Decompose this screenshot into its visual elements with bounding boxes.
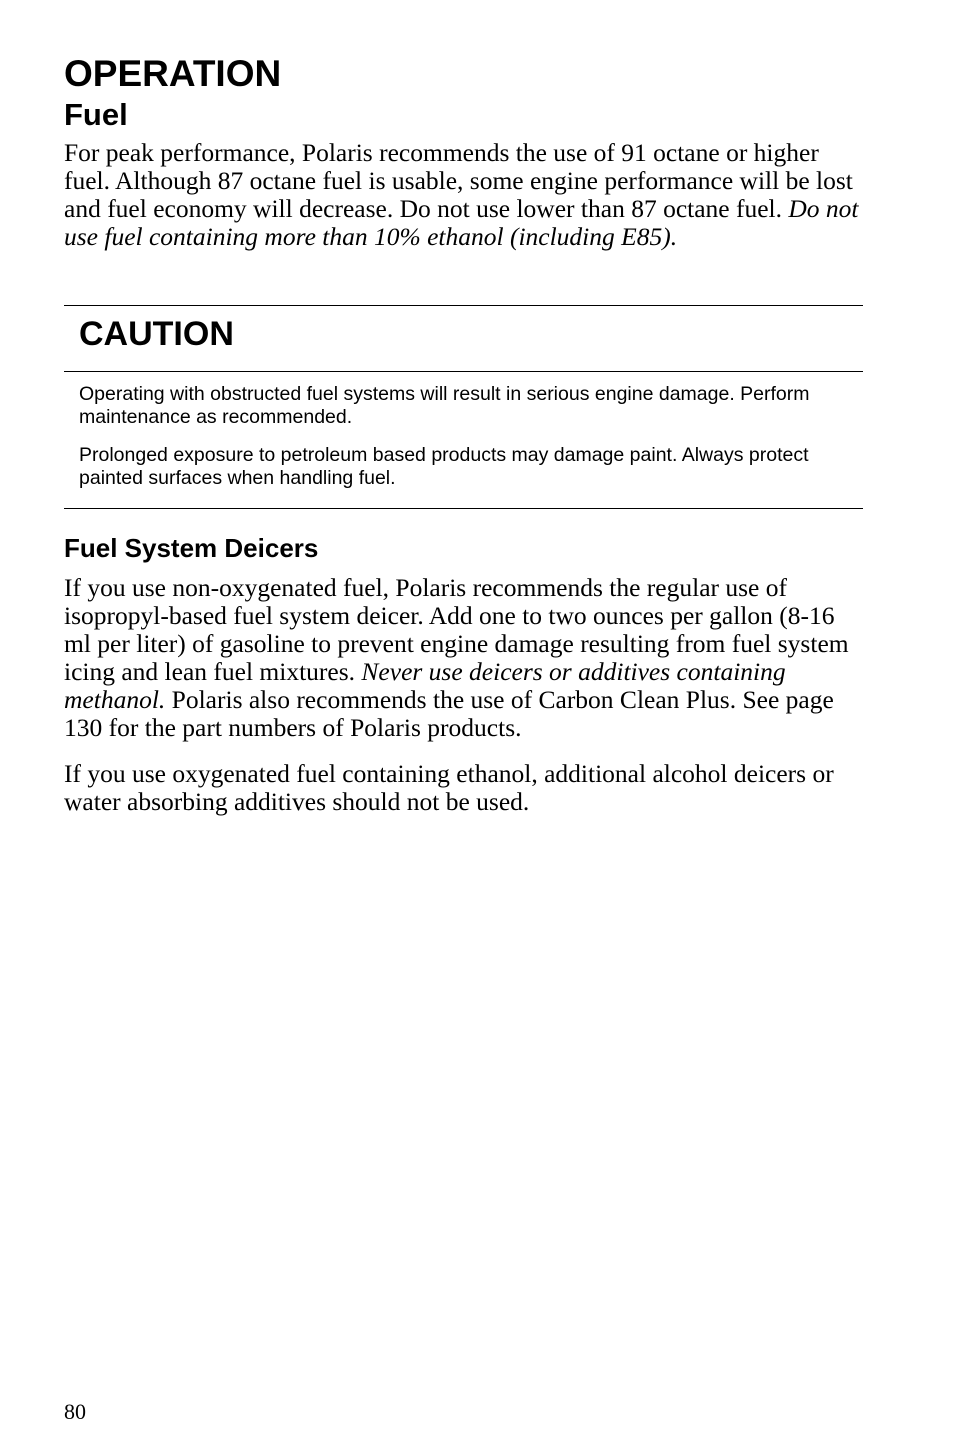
caution-message-paint: Prolonged exposure to petroleum based products may damage paint. Always protect painted surfaces when handling fuel. [79, 444, 809, 489]
caution-message-fuel-system: Operating with obstructed fuel systems will result in serious engine damage. Perform maintenance as recommended. [79, 383, 810, 428]
page-number: 80 [64, 1399, 86, 1424]
deicers-title: Fuel System Deicers [64, 533, 319, 563]
deicers-text-2: Polaris also recommends the use of Carbon Clean Plus. See page 130 for the part numbers of Polaris products. [64, 685, 834, 742]
caution-divider [64, 371, 863, 372]
deicers-text-1: If you use non-oxygenated fuel, Polaris recommends the regular use of isopropyl-based fuel system deicer. Add one to two ounces per gallon (8-16 ml per liter) of gasoline to prevent engine damage resulting from fuel system icing and lean fuel mixtures. [64, 573, 849, 686]
caution-box [64, 305, 863, 509]
deicers-paragraph-2: If you use oxygenated fuel containing ethanol, additional alcohol deicers or water absorbing additives should not be used. [64, 759, 834, 816]
fuel-paragraph-text: For peak performance, Polaris recommends the use of 91 octane or higher fuel. Although 87 octane fuel is usable, some engine performance will be lost and fuel economy will decrease. Do not use lower than 87 octane fuel. [64, 138, 853, 223]
topic-title: Fuel [64, 97, 128, 132]
deicers-methanol-warning: Never use deicers or additives containing methanol. [64, 657, 786, 714]
deicers-paragraph-1 [64, 574, 863, 742]
caution-heading: CAUTION [79, 315, 234, 353]
fuel-paragraph [64, 139, 863, 251]
fuel-ethanol-warning: Do not use fuel containing more than 10% ethanol (including E85). [64, 194, 859, 251]
section-title: OPERATION [64, 53, 282, 94]
